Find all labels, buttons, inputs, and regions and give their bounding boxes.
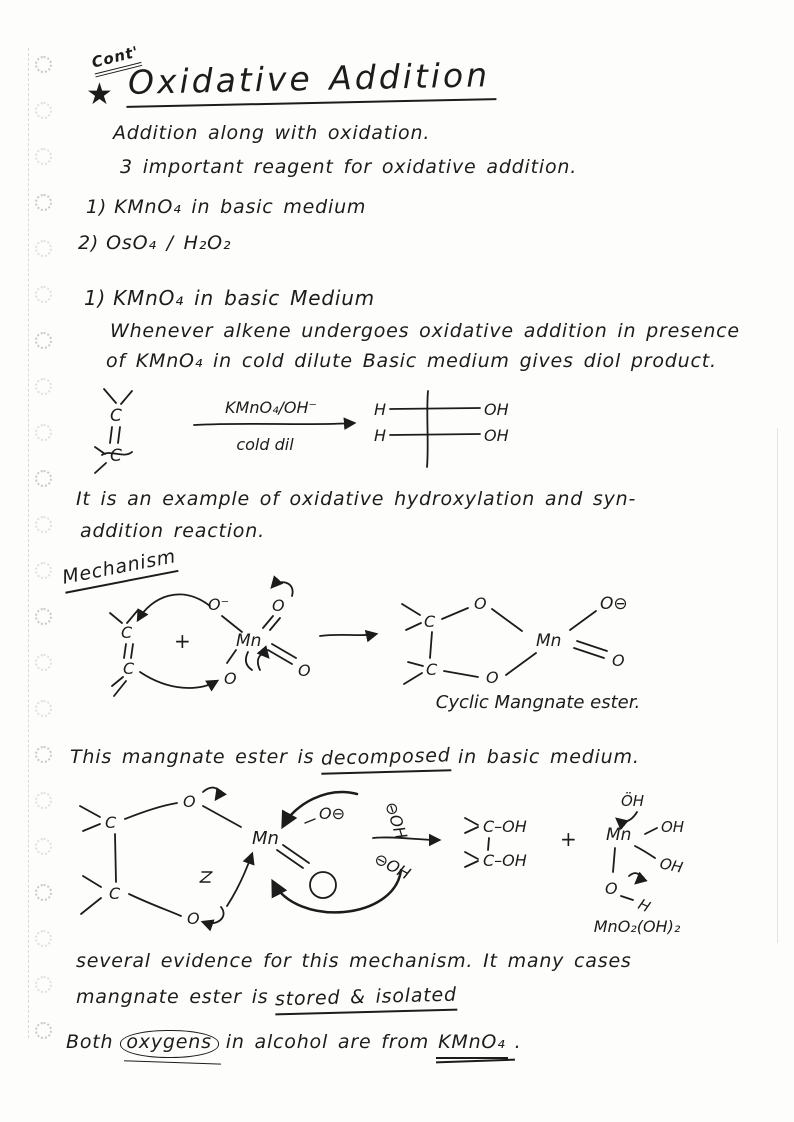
atom-c: C	[109, 884, 121, 903]
atom-c: C	[110, 446, 122, 466]
byproduct-formula: MnO₂(OH)₂	[593, 917, 681, 936]
continued-label: Cont'	[90, 43, 142, 78]
atom-mn: Mn	[252, 828, 279, 849]
decompose-post: in basic medium.	[458, 746, 640, 768]
atom-o: O	[612, 651, 625, 670]
binding-hole	[35, 240, 52, 257]
atom-mn: Mn	[236, 631, 262, 651]
binding-hole	[35, 838, 52, 855]
atom-o: O	[474, 594, 487, 613]
alkene-structure	[95, 389, 132, 473]
evidence-line-2	[76, 983, 458, 1013]
diol-product-structure	[374, 391, 509, 467]
atom-o-circminus: O⊖	[600, 594, 628, 614]
manganese-byproduct-structure	[594, 791, 685, 936]
binding-hole	[35, 654, 52, 671]
page-title: Oxidative Addition	[126, 54, 497, 108]
evidence-line-1: several evidence for this mechanism. It many cases	[76, 950, 632, 972]
margin-rule	[28, 48, 29, 1038]
atom-oh: OH	[484, 426, 509, 445]
diol-carbon-oh: C–OH	[483, 817, 527, 836]
atom-oh: OH	[658, 854, 685, 877]
atom-o: O	[605, 879, 618, 898]
alkene-structure	[110, 610, 138, 696]
hydroxide-attack	[273, 792, 439, 912]
reagent-1-text: KMnO₄ in basic medium	[114, 196, 367, 218]
reagent-2-number: 2)	[78, 232, 100, 254]
binding-hole	[35, 884, 52, 901]
binding-hole	[35, 102, 52, 119]
atom-c: C	[426, 660, 438, 679]
conclusion-formula: KMnO₄	[436, 1031, 507, 1059]
reaction-arrow	[194, 398, 354, 454]
atom-c: C	[424, 612, 436, 631]
atom-oh: OH	[484, 400, 509, 419]
yields-arrow	[373, 837, 439, 840]
binding-hole	[35, 562, 52, 579]
binding-hole	[35, 470, 52, 487]
binding-hole	[35, 332, 52, 349]
binding-hole	[35, 194, 52, 211]
atom-mn: Mn	[536, 631, 562, 651]
section1-heading	[84, 286, 375, 311]
diol-carbon-oh: C–OH	[483, 851, 527, 870]
decompose-pre: This mangnate ester is	[70, 746, 315, 768]
hydroxide-ion: ⊖OH	[371, 848, 414, 884]
decompose-line	[70, 746, 640, 773]
mechanism-heading: Mechanism	[61, 545, 179, 593]
reaction-scheme	[90, 383, 530, 483]
binding-hole	[35, 608, 52, 625]
section1-number: 1)	[84, 286, 107, 310]
atom-c: C	[105, 813, 117, 832]
binding-hole	[35, 930, 52, 947]
reagent-item-2	[78, 232, 231, 256]
star-icon: ★	[86, 77, 114, 112]
cyclic-ester-structure	[402, 594, 628, 687]
atom-oh: OH	[661, 818, 685, 836]
conclusion-circled-word: oxygens	[120, 1030, 218, 1058]
atom-o: O	[272, 596, 285, 615]
intro-line-1: Addition along with oxidation.	[113, 122, 431, 144]
atom-o: O	[298, 661, 311, 680]
binding-hole	[35, 976, 52, 993]
binding-hole	[35, 746, 52, 763]
conclusion-period: .	[514, 1031, 522, 1053]
atom-o: O	[187, 909, 200, 928]
atom-c: C	[121, 623, 133, 642]
atom-o-circminus: O⊖	[319, 804, 345, 823]
atom-o: O	[486, 668, 499, 687]
reagent-2-text: OsO₄ / H₂O₂	[106, 232, 232, 254]
atom-o-circle	[310, 872, 336, 898]
binding-hole	[35, 516, 52, 533]
arrow-condition-label: cold dil	[236, 435, 294, 454]
mechanism-step2-drawing	[55, 786, 785, 944]
reagent-1-number: 1)	[86, 196, 108, 218]
section1-line-2: of KMnO₄ in cold dilute Basic medium gives diol product.	[106, 350, 717, 372]
example-line-1: It is an example of oxidative hydroxylation and syn-	[76, 488, 637, 510]
binding-hole	[35, 148, 52, 165]
hydroxide-ion: ⊖OH	[381, 799, 412, 842]
binding-hole	[35, 286, 52, 303]
evidence-2-pre: mangnate ester is	[76, 986, 269, 1008]
plus-sign: +	[560, 827, 577, 851]
binding-hole	[35, 700, 52, 717]
plus-sign: +	[174, 629, 191, 653]
atom-c: C	[110, 406, 122, 426]
permanganate-structure	[208, 582, 311, 688]
cyclic-ester-label: Cyclic Mangnate ester.	[435, 692, 641, 713]
atom-h: H	[635, 895, 654, 917]
conclusion-mid: in alcohol are from	[225, 1031, 430, 1053]
atom-mn: Mn	[606, 825, 632, 845]
arrow-reagent-label: KMnO₄/OH⁻	[225, 398, 317, 417]
atom-o: O	[224, 669, 237, 688]
atom-h: H	[373, 426, 386, 445]
conclusion-pre: Both	[66, 1031, 114, 1053]
section1-line-1: Whenever alkene undergoes oxidative addition in presence	[110, 320, 740, 342]
decompose-word: decomposed	[321, 744, 451, 774]
binding-hole	[35, 378, 52, 395]
binding-hole	[35, 1022, 52, 1039]
example-line-2: addition reaction.	[80, 520, 265, 542]
mechanism-step1-drawing	[70, 578, 760, 736]
binding-hole	[35, 792, 52, 809]
conclusion-line	[66, 1030, 521, 1059]
evidence-2-underlined: stored & isolated	[275, 984, 458, 1016]
reagent-item-1	[86, 196, 366, 220]
binding-hole	[35, 424, 52, 441]
intro-line-2: 3 important reagent for oxidative addition.	[120, 156, 578, 178]
diol-product-structure	[465, 817, 527, 870]
atom-o-minus: O⁻	[208, 595, 230, 614]
binding-hole	[35, 56, 52, 73]
atom-o: O	[183, 792, 196, 811]
atom-h: H	[373, 400, 386, 419]
section1-title: KMnO₄ in basic Medium	[113, 286, 375, 310]
atom-oh: ÖH	[621, 792, 645, 810]
yields-arrow	[320, 634, 376, 636]
atom-c: C	[123, 659, 135, 678]
